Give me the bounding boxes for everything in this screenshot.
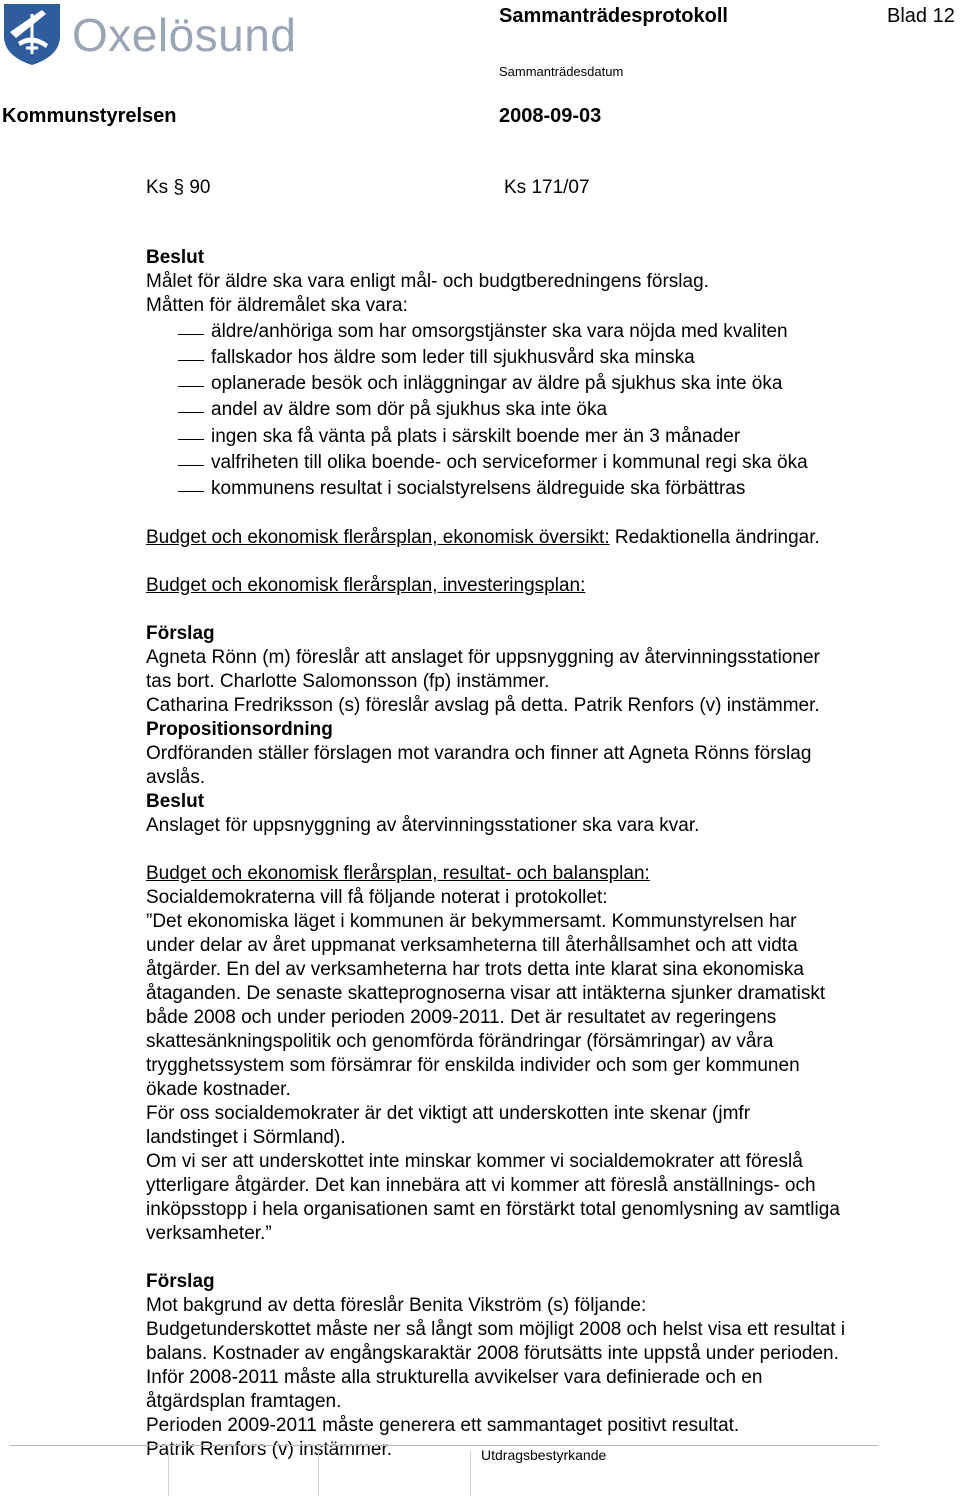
list-item: valfriheten till olika boende- och serviceformer i kommunal regi ska öka: [211, 452, 808, 473]
list-item: fallskador hos äldre som leder till sjukhusvård ska minska: [211, 347, 695, 368]
meeting-date: 2008-09-03: [499, 105, 602, 127]
paragraph-line: Mot bakgrund av detta föreslår Benita Vikström (s) följande:: [146, 1295, 647, 1316]
paragraph-line: Anslaget för uppsnyggning av återvinningsstationer ska vara kvar.: [146, 815, 700, 836]
certification-label: Utdragsbestyrkande: [481, 1447, 607, 1463]
dash-bullet: [178, 386, 204, 387]
paragraph-line: trygghetssystem som försämrar för enskilda individer och som ger kommunen: [146, 1055, 800, 1076]
dash-bullet: [178, 360, 204, 361]
date-label: Sammanträdesdatum: [499, 64, 624, 79]
page-label: Blad 12: [887, 5, 955, 27]
budget-overview-note: Redaktionella ändringar.: [609, 527, 820, 548]
paragraph-line: Ordföranden ställer förslagen mot varandra och finner att Agneta Rönns förslag: [146, 743, 812, 764]
dash-bullet: [178, 412, 204, 413]
dash-bullet: [178, 465, 204, 466]
paragraph-line: åtgärdsplan framtagen.: [146, 1391, 342, 1412]
signature-box-divider: [318, 1450, 319, 1496]
municipality-logo: [2, 2, 342, 66]
paragraph-line: avslås.: [146, 767, 206, 788]
investment-plan-line: [146, 574, 946, 598]
paragraph-line: För oss socialdemokrater är det viktigt att underskotten inte skenar (jmfr: [146, 1103, 751, 1124]
list-item: andel av äldre som dör på sjukhus ska inte öka: [211, 399, 608, 420]
paragraph-line: ytterligare åtgärder. Det kan innebära att vi kommer att föreslå anställnings- och: [146, 1175, 816, 1196]
paragraph-line: Om vi ser att underskottet inte minskar kommer vi socialdemokrater att föreslå: [146, 1151, 803, 1172]
ks-number: 90: [189, 177, 211, 198]
balance-plan-heading: Budget och ekonomisk flerårsplan, resultat- och balansplan:: [146, 863, 650, 884]
paragraph-line: Målet för äldre ska vara enligt mål- och budgtberedningens förslag.: [146, 271, 709, 292]
paragraph-line: Agneta Rönn (m) föreslår att anslaget för uppsnyggning av återvinningsstationer: [146, 647, 820, 668]
ks-paragraph-ref: [146, 176, 210, 200]
paragraph-line: Perioden 2009-2011 måste generera ett sammantaget positivt resultat.: [146, 1415, 740, 1436]
paragraph-line: [146, 1246, 946, 1270]
investment-plan-heading: Budget och ekonomisk flerårsplan, investeringsplan:: [146, 575, 586, 596]
dash-bullet: [178, 491, 204, 492]
protocol-title: Sammanträdesprotokoll: [499, 5, 728, 27]
paragraph-line: ”Det ekonomiska läget i kommunen är bekymmersamt. Kommunstyrelsen har: [146, 911, 797, 932]
paragraph-line: ökade kostnader.: [146, 1079, 291, 1100]
paragraph-line: balans. Kostnader av engångskaraktär 2008 förutsätts inte uppstå under perioden.: [146, 1343, 839, 1364]
dash-bullet: [178, 334, 204, 335]
paragraph-line: Catharina Fredriksson (s) föreslår avslag på detta. Patrik Renfors (v) instämmer.: [146, 695, 820, 716]
balance-plan-heading-line: [146, 862, 946, 886]
ks-label: Ks: [146, 177, 169, 198]
paragraph-line: Inför 2008-2011 måste alla strukturella avvikelser vara definierade och en: [146, 1367, 763, 1388]
budget-overview-line: [146, 526, 946, 550]
paragraph-line: Socialdemokraterna vill få följande noterat i protokollet:: [146, 887, 608, 908]
section-beslut: [146, 246, 946, 318]
paragraph-line: verksamheter.”: [146, 1223, 272, 1244]
budget-overview-heading: Budget och ekonomisk flerårsplan, ekonomisk översikt:: [146, 527, 610, 548]
paragraph-line: åtaganden. De senaste skatteprognoserna visar att intäkterna sjunker dramatiskt: [146, 983, 826, 1004]
proposal-block: [146, 622, 946, 838]
list-item: ingen ska få vänta på plats i särskilt boende mer än 3 månader: [211, 426, 741, 447]
paragraph-line: Måtten för äldremålet ska vara:: [146, 295, 408, 316]
list-item: kommunens resultat i socialstyrelsens äldreguide ska förbättras: [211, 478, 746, 499]
section-heading: Beslut: [146, 247, 205, 268]
paragraph-line: skattesänkningspolitik och genomförda förändringar (försämringar) av våra: [146, 1031, 774, 1052]
paragraph-line: under delar av året uppmanat verksamheterna till återhållsamhet och att vidta: [146, 935, 798, 956]
paragraph-line: Patrik Renfors (v) instämmer.: [146, 1439, 392, 1460]
paragraph-line: Budgetunderskottet måste ner så långt som möjligt 2008 och helst visa ett resultat i: [146, 1319, 846, 1340]
list-item: oplanerade besök och inläggningar av äldre på sjukhus ska inte öka: [211, 373, 783, 394]
proposition-heading: Propositionsordning: [146, 719, 333, 740]
logo-wordmark: Oxelösund: [72, 9, 297, 61]
proposal-heading: Förslag: [146, 1271, 215, 1292]
balance-plan-block: [146, 862, 946, 1462]
dash-bullet: [178, 439, 204, 440]
signature-box-divider: [470, 1450, 471, 1496]
list-item: äldre/anhöriga som har omsorgstjänster ska vara nöjda med kvaliten: [211, 321, 788, 342]
coat-of-arms-icon: [2, 2, 64, 66]
paragraph-line: åtgärder. En del av verksamheterna har trots detta inte klarat sina ekonomiska: [146, 959, 804, 980]
committee-name: Kommunstyrelsen: [2, 105, 177, 127]
paragraph-line: både 2008 och under perioden 2009-2011. Det är resultatet av regeringens: [146, 1007, 777, 1028]
signature-box-divider: [168, 1450, 169, 1496]
decision-heading: Beslut: [146, 791, 205, 812]
footer-rule: [10, 1445, 878, 1446]
paragraph-line: inköpsstopp i hela organisationen samt en förstärkt total genomlysning av samtliga: [146, 1199, 840, 1220]
ks-case-ref: Ks 171/07: [504, 177, 590, 198]
paragraph-line: landstinget i Sörmland).: [146, 1127, 346, 1148]
paragraph-line: tas bort. Charlotte Salomonsson (fp) instämmer.: [146, 671, 550, 692]
section-sign: §: [173, 177, 185, 198]
proposal-heading: Förslag: [146, 623, 215, 644]
